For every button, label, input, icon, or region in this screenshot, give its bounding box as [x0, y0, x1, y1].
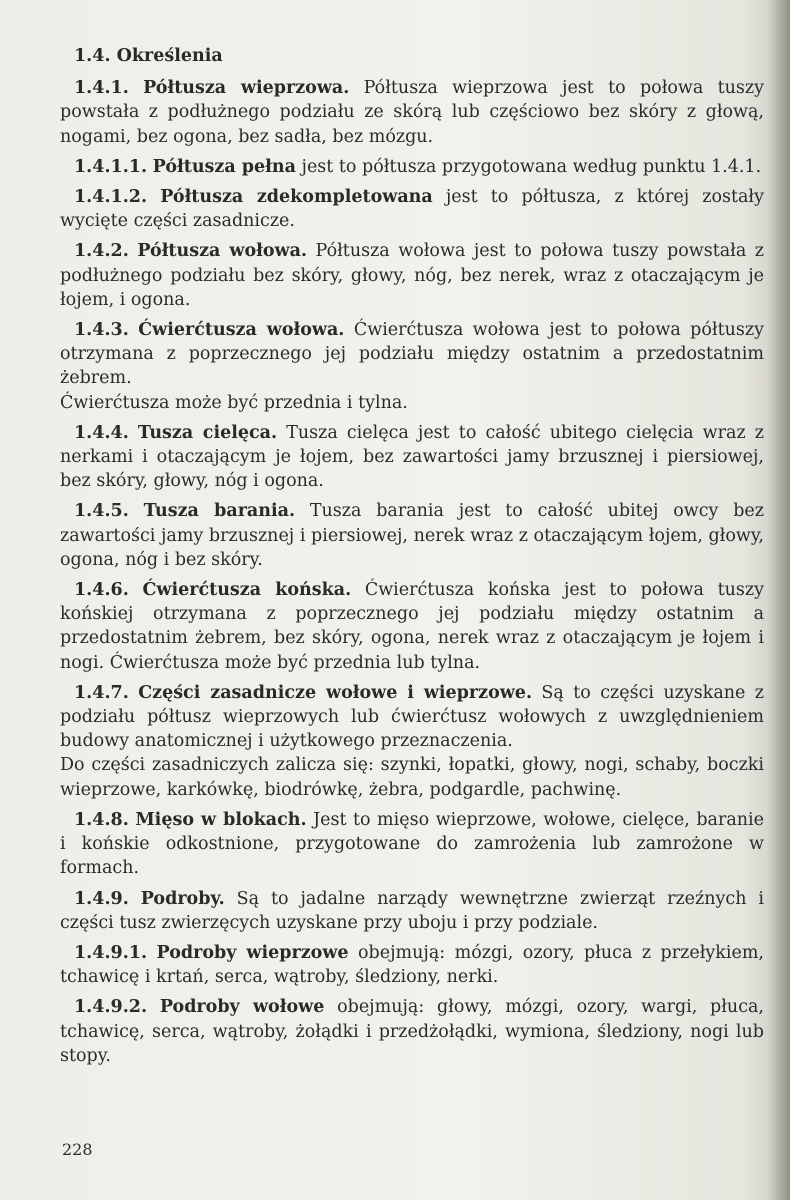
definition-text: Tusza cielęca jest to całość ubitego cielęcia wraz z nerkami i otaczającym je łojem, bez zawartości jamy brzusznej i piersiowej, bez skóry, głowy, nóg i ogona.: [60, 422, 764, 492]
definition-text: Ćwierćtusza wołowa jest to połowa półtuszy otrzymana z poprzecznego jej podziału między ostatnim a przedostatnim żebrem.: [60, 320, 764, 389]
definition-note: Do części zasadniczych zalicza się: szynki, łopatki, głowy, nogi, schaby, boczki wieprzowe, karkówkę, biodrówkę, żebra, podgardle, pachwinę.: [60, 755, 764, 800]
definition-term: Podroby wołowe: [159, 997, 325, 1018]
section-title: 1.4. Określenia: [74, 46, 223, 66]
definition-1-4-2: [60, 239, 764, 312]
definition-text: Półtusza wieprzowa jest to połowa tuszy powstała z podłużnego podziału ze skórą lub częściowo bez skóry z głową, nogami, bez ogona, bez sadła, bez mózgu.: [60, 78, 764, 147]
definition-text: Są to jadalne narządy wewnętrzne zwierząt rzeźnych i części tusz zwierzęcych uzyskane przy uboju i przy podziale.: [60, 888, 764, 933]
definition-term: Ćwierćtusza końska.: [142, 580, 352, 601]
definition-1-4-9-2: [60, 995, 764, 1068]
definition-text: Jest to mięso wieprzowe, wołowe, cielęce, baranie i końskie odkostnione, przygotowane do zamrożenia lub zamrożone w formach.: [60, 809, 764, 879]
definition-1-4-9: [60, 887, 764, 935]
definition-1-4-4: [60, 421, 764, 494]
definition-number: 1.4.9.: [74, 888, 129, 909]
definition-1-4-1-1: [60, 155, 764, 179]
definition-text: jest to półtusza przygotowana według punktu 1.4.1.: [295, 156, 762, 177]
definition-number: 1.4.6.: [74, 580, 129, 601]
definition-text: Tusza barania jest to całość ubitej owcy bez zawartości jamy brzusznej i piersiowej, nerek wraz z otaczającym łojem, głowy, ogona, nóg i bez skóry.: [60, 501, 764, 570]
definition-term: Mięso w blokach.: [135, 809, 307, 830]
definition-term: Części zasadnicze wołowe i wieprzowe.: [138, 682, 533, 703]
definition-number: 1.4.1.: [74, 78, 129, 99]
definition-term: Podroby.: [140, 888, 225, 909]
definition-number: 1.4.7.: [74, 682, 129, 703]
definition-note: Ćwierćtusza może być przednia i tylna.: [60, 392, 408, 413]
definition-text: Są to części uzyskane z podziału półtusz wieprzowych lub ćwierćtusz wołowych z uwzględnieniem budowy anatomicznej i użytkowego przeznaczenia.: [60, 682, 764, 752]
definition-term: Podroby wieprzowe: [156, 942, 349, 963]
definition-term: Ćwierćtusza wołowa.: [138, 320, 345, 341]
definition-number: 1.4.1.1.: [74, 156, 148, 177]
definition-term: Półtusza wołowa.: [137, 241, 308, 262]
definition-number: 1.4.9.1.: [74, 942, 148, 963]
page-number: 228: [62, 1140, 93, 1159]
definition-term: Półtusza pełna: [152, 156, 296, 177]
definition-text: Ćwierćtusza końska jest to połowa tuszy końskiej otrzymana z poprzecznego jej podziału między ostatnim a przedostatnim żebrem, bez skóry, ogona, nerek wraz z otaczającym je łojem i nogi. Ćwierćtusza może być przednia lub tylna.: [60, 580, 764, 673]
definition-term: Półtusza wieprzowa.: [143, 78, 350, 99]
definition-text: Półtusza wołowa jest to połowa tuszy powstała z podłużnego podziału bez skóry, głowy, nóg, bez nerek, wraz z otaczającym je łojem, i ogona.: [60, 241, 764, 310]
definition-text: jest to półtusza, z której zostały wycięte części zasadnicze.: [60, 187, 764, 232]
definition-1-4-1: [60, 76, 764, 149]
definition-1-4-9-1: [60, 941, 764, 989]
definition-number: 1.4.9.2.: [74, 997, 148, 1018]
definition-number: 1.4.5.: [74, 501, 129, 522]
definition-term: Tusza cielęca.: [137, 422, 278, 443]
definition-number: 1.4.1.2.: [74, 187, 148, 208]
page-gutter-shadow: [768, 0, 790, 1200]
definition-text: obejmują: głowy, mózgi, ozory, wargi, płuca, tchawicę, serca, wątroby, żołądki i przedżołądki, wymiona, śledziony, nogi lub stopy.: [60, 997, 764, 1066]
definition-text: obejmują: mózgi, ozory, płuca z przełykiem, tchawicę i krtań, serca, wątroby, śledziony, nerki.: [60, 942, 764, 988]
page-content: [60, 44, 764, 1074]
definition-1-4-7: [60, 681, 764, 754]
definition-number: 1.4.3.: [74, 320, 129, 341]
definition-number: 1.4.4.: [74, 422, 129, 443]
definition-number: 1.4.8.: [74, 809, 129, 830]
definition-1-4-6: [60, 578, 764, 675]
definition-1-4-5: [60, 499, 764, 572]
definition-term: Tusza barania.: [143, 501, 296, 522]
definition-1-4-1-2: [60, 185, 764, 233]
definition-number: 1.4.2.: [74, 241, 129, 262]
definition-1-4-3: [60, 318, 764, 391]
definition-1-4-8: [60, 808, 764, 881]
definition-term: Półtusza zdekompletowana: [160, 187, 433, 208]
